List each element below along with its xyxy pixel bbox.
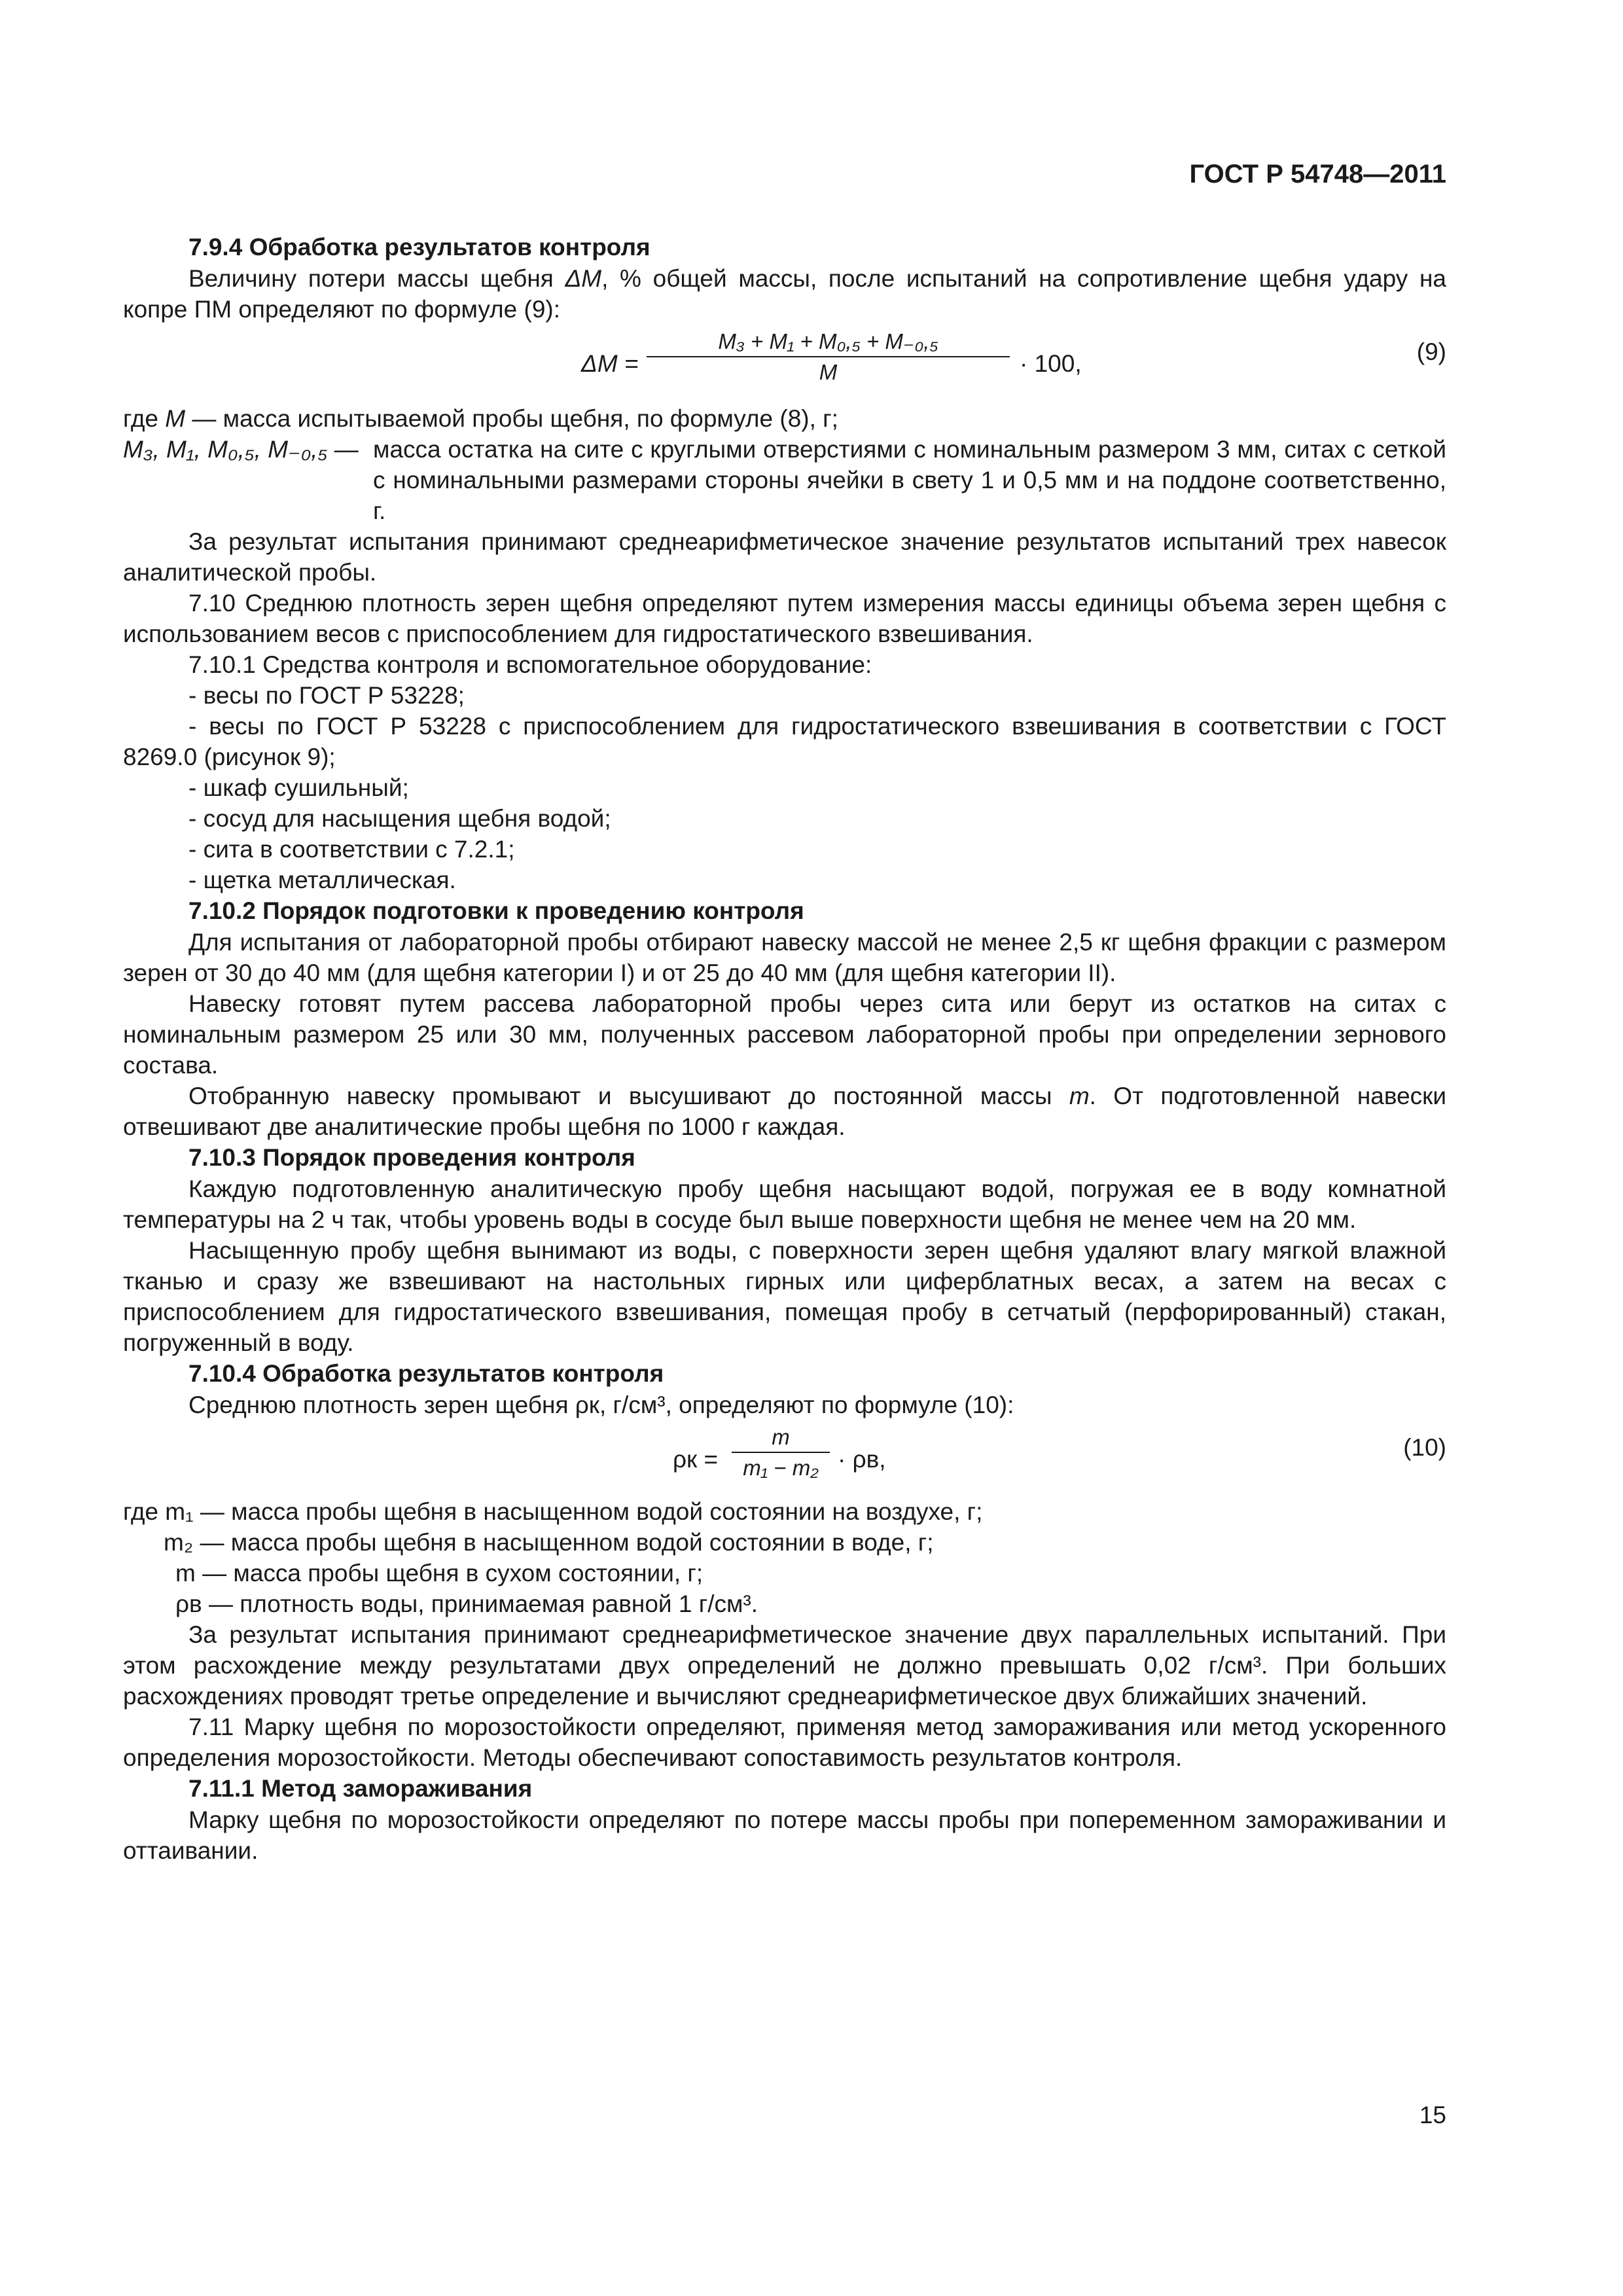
paragraph: Марку щебня по морозостойкости определяют по потере массы пробы при попеременном замораживании и оттаивании. [123,1806,1446,1864]
list-item: - весы по ГОСТ Р 53228; [188,682,465,709]
section-7-10-3-heading: 7.10.3 Порядок проведения контроля [188,1144,635,1171]
standard-designation: ГОСТ Р 54748—2011 [1189,160,1446,188]
list-item: - сосуд для насыщения щебня водой; [188,805,611,832]
text: . От подготовленной навески отвешивают две аналитические пробы щебня по 1000 г каждая. [123,1083,1447,1140]
legend-line [123,403,1446,434]
list-item: - весы по ГОСТ Р 53228 с приспособлением для гидростатического взвешивания в соответствии с ГОСТ 8269.0 (рисунок 9); [123,713,1446,770]
paragraph: 7.10.1 Средства контроля и вспомогательное оборудование: [188,651,872,678]
paragraph [123,263,1446,325]
text: — масса испытываемой пробы щебня, по формуле (8), г; [185,405,838,432]
legend-line: m₂ — масса пробы щебня в насыщенном водой состоянии в воде, г; [164,1529,934,1556]
paragraph: Для испытания от лабораторной пробы отбирают навеску массой не менее 2,5 кг щебня фракции с размером зерен от 30 до 40 мм (для щебня категории I) и от 25 до 40 мм (для щебня категории II). [123,929,1446,986]
symbol: m [1069,1083,1090,1109]
symbol: M [165,405,186,432]
text: где [123,405,166,432]
formula-10 [123,1423,1446,1492]
formula-9 [123,327,1446,399]
section-7-10-2-heading: 7.10.2 Порядок подготовки к проведению контроля [188,897,804,924]
paragraph: Навеску готовят путем рассева лабораторной пробы через сита или берут из остатков на ситах с номинальным размером 25 или 30 мм, полученных рассевом лабораторной пробы при определении зернового состава. [123,990,1446,1079]
paragraph: За результат испытания принимают среднеарифметическое значение результатов испытаний трех навесок аналитической пробы. [123,528,1446,586]
text: Отобранную навеску промывают и высушивают до постоянной массы [188,1083,1069,1109]
section-7-11-1-heading: 7.11.1 Метод замораживания [188,1775,533,1802]
formula-number: (9) [1416,338,1446,365]
formula-lhs: ρк = [673,1446,719,1473]
list-item: - сита в соответствии с 7.2.1; [188,836,515,863]
formula-lhs: ΔM = [581,350,639,377]
page-content [123,232,1446,1866]
page-number: 15 [1419,2102,1446,2128]
paragraph: 7.10 Среднюю плотность зерен щебня определяют путем измерения массы единицы объема зерен щебня с использованием весов с приспособлением для гидростатического взвешивания. [123,590,1446,647]
legend-line: ρв — плотность воды, принимаемая равной 1 г/см³. [175,1590,758,1617]
list-item: - щетка металлическая. [188,867,456,893]
paragraph: За результат испытания принимают среднеарифметическое значение двух параллельных испытаний. При этом расхождение между результатами двух определений не должно превышать 0,02 г/см³. При больших расхождениях проводят третье определение и вычисляют среднеарифметическое двух ближайших значений. [123,1621,1446,1710]
legend-line: m — масса пробы щебня в сухом состоянии, г; [175,1560,704,1587]
formula-rhs: · 100, [1020,350,1082,377]
paragraph: Каждую подготовленную аналитическую пробу щебня насыщают водой, погружая ее в воду комнатной температуры на 2 ч так, чтобы уровень воды в сосуде был выше поверхности щебня не менее чем на 20 мм. [123,1175,1446,1233]
text: , % общей массы, после испытаний на сопротивление щебня удару на копре ПМ определяют по формуле (9): [123,265,1446,323]
paragraph: 7.11 Марку щебня по морозостойкости определяют, применяя метод замораживания или метод ускоренного определения морозостойкости. Методы обеспечивают сопоставимость результатов контроля. [123,1713,1446,1771]
formula-denominator: M [819,360,838,384]
paragraph [123,1081,1446,1142]
formula-fraction [732,1423,830,1483]
legend-text: масса остатка на сите с круглыми отверстиями с номинальным размером 3 мм, ситах с сеткой с номинальными размерами стороны ячейки в свету 1 и 0,5 мм и на поддоне соответственно, г. [373,436,1446,524]
section-7-10-4-heading: 7.10.4 Обработка результатов контроля [188,1360,664,1387]
section-7-9-4-heading: 7.9.4 Обработка результатов контроля [188,234,651,260]
paragraph: Насыщенную пробу щебня вынимают из воды, с поверхности зерен щебня удаляют влагу мягкой влажной тканью и сразу же взвешивают на настольных гирных или циферблатных весах, а затем на весах с приспособлением для гидростатического взвешивания, помещая пробу в сетчатый (перфорированный) стакан, погруженный в воду. [123,1237,1446,1356]
text: Величину потери массы щебня [188,265,565,292]
formula-denominator: m₁ − m₂ [743,1456,819,1480]
symbol: ΔM [565,265,602,292]
formula-numerator: M₃ + M₁ + M₀,₅ + M₋₀,₅ [647,327,1010,357]
legend-symbols: M₃, M₁, M₀,₅, M₋₀,₅ — [123,436,359,463]
formula-fraction [647,327,1010,387]
formula-rhs: · ρв, [838,1446,886,1473]
legend-line: где m₁ — масса пробы щебня в насыщенном водой состоянии на воздухе, г; [123,1498,983,1525]
legend-line [123,434,1446,526]
formula-number: (10) [1403,1434,1446,1461]
formula-numerator: m [732,1423,830,1453]
paragraph: Среднюю плотность зерен щебня ρк, г/см³, определяют по формуле (10): [188,1391,1014,1418]
list-item: - шкаф сушильный; [188,774,409,801]
